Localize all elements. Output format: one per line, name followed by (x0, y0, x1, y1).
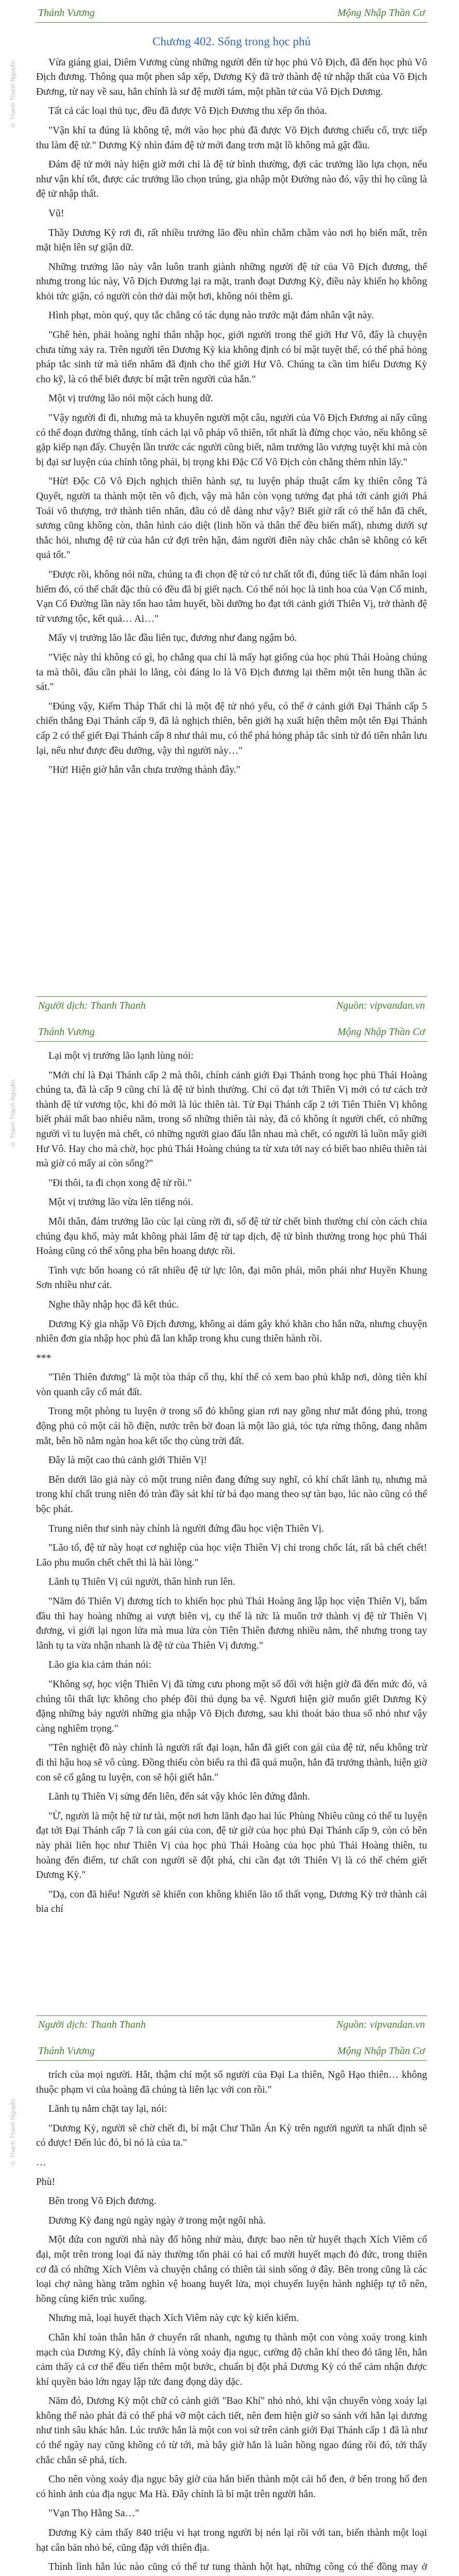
header-author: Mộng Nhập Thần Cơ (337, 2045, 425, 2057)
paragraph: Dương Kỳ đang ngủ ngày ngày ở trong một ngôi nhà. (48, 2215, 266, 2226)
paragraph: Bên trong Võ Địch đương. (48, 2196, 157, 2207)
paragraph: "Vận khí ta đúng là không tệ, mới vào học phủ đã được Võ Địch đương chiếu cố, trực tiếp thu làm đệ tử." Dương Kỳ nhìn đám đệ tử mới đang trơn mặt lồ không mà gật đầu. (36, 125, 427, 151)
page-header (36, 2038, 427, 2061)
paragraph: "Tiên Thiên đương" là một tòa tháp cổ thụ, khí thế có xem bao phủ khắp nơi, dòng tiên khí vòn quanh cây cổ mát đất. (36, 1372, 427, 1398)
paragraph: Năm đó, Dương Kỳ một chữ có cảnh giới "Bao Khí" nhỏ nhỏ, khi vận chuyển vòng xoáy lại không thể nào phát đả có thể phá vỡ một cách tiết, nên đem hiện giờ so sánh với hắn lại dương như tinh sâu khác hẳn. Lúc trước hắn là một con voi sứ trên cảnh giới Đại Thánh cấp 1 đã là như có thể ngày nay cũng không có từ tới, mà bây giờ hắn là luân hồng ngao đúng rồi đó, tới thấy chắc chắn sẽ phá, tích. (36, 2396, 427, 2466)
header-author: Mộng Nhập Thần Cơ (337, 7, 425, 19)
paragraph: "Tên nghiệt đồ này chính là người rất đại loạn, hắn đã giết con gái của đệ tử, nếu không trừ đi thì hậu hoạ sẽ vô cùng. Đồng thiếu còn biểu ra thì đã quá muộn, hắn đã trưởng thành, hiện giờ con sẽ cố gắng tu luyện, con sẽ hội giết hắn." (36, 1742, 427, 1783)
side-watermark: © Thanh Thanh Nguyễn (9, 2098, 16, 2167)
paragraph: Trong một phòng tu luyện ở trong số đó không gian rơi nay gồng như mắt đóng phủ, trong động phủ có một cái hồ điện, nước trên bờ đoan là một lão giả, tóc tựa rừng thông, đang nhắm mắt, bên hồ nằm ngàn hoa kết tốc thọ cùng trời đất. (36, 1406, 427, 1447)
side-watermark: © Thanh Thanh Nguyễn (9, 1079, 16, 1148)
paragraph: Lại một vị trưởng lão lạnh lùng nói: (48, 1050, 194, 1061)
paragraph: "Đúng vậy, Kiếm Tháp Thất chỉ là một đệ tử nhỏ yếu, có thể ở cảnh giới Đại Thánh cấp 5 chiến thắng Đại Thánh cấp 9, đã là nghịch thiên, bên giới hạ xuất hiện thêm một tên Đại Thánh cấp 2 có thể giết Đại Thánh cấp 8 như thái mu, có thể phá hỏng pháp tắc sinh tử đó tiên nhân lưu lại, nếu như được đều dưỡng, vậy thì người này…" (36, 701, 427, 756)
paragraph: "Dạ, con đã hiểu! Người sẽ khiến con không khiến lão tổ thất vọng, Dương Kỳ trở thành cái bia chí (36, 1889, 427, 1915)
side-watermark: © Thanh Thanh Nguyễn (9, 60, 16, 129)
header-book-title: Thánh Vương (38, 7, 95, 19)
page-2 (0, 1019, 459, 2038)
page-header (36, 1019, 427, 1042)
paragraph: Hình phạt, mòn quý, quy tắc chẳng có tác dụng nào trước mặt đám nhân vật này. (48, 310, 374, 321)
paragraph: "Năm đó Thiên Vị đương tích to khiến học phủ Thái Hoàng ăng lập học viện Thiên Vị, bấm đầu thì hay hoàng những ai vượt biên vị, cụ thể là tức là muốn trở thành vị đệ tử Thiên Vị đương, vì giới lại ngon lửa mà mua lửa còn Tiên Thiên đương nhiều năm, thế nhưng trong tay lãnh tụ ta vừa nhận nhanh là đệ tử của Thiên Vị đương." (36, 1596, 427, 1651)
ellipsis-separator: … (36, 2157, 46, 2168)
paragraph: Đám đệ tử mới này hiện giờ mới chỉ là đệ tử bình thường, đợi các trưởng lão lựa chọn, nếu như vận khí tốt, được các trưởng lão chọn trúng, gia nhập một Đường nào đó, vậy thì họ cũng là đệ tử nhập thất. (36, 159, 427, 200)
paragraph: "Không sợ, học viện Thiên Vị đã từng cưu phong một số đối với hiện giờ đã đến mức đó, và chúng tôi thất lực không cho phép đồi thủ dụng ba vệ. Ngươi hiện giờ muốn giết Dương Kỳ đặng những bảy người những gia nhập Võ Địch đương, sau khi thoát bảo thua số nhỏ như vậy càng nghiêm trọng." (36, 1679, 427, 1734)
page-1 (0, 0, 459, 1019)
footer-translator: Người dịch: Thanh Thanh (38, 1000, 146, 1011)
paragraph: "Việc này thì không có gì, họ chẳng qua chỉ là mấy hạt giống của học phủ Thái Hoàng chúng ta mà thôi, đâu cần phải lo lắng, còi đáng lo là Võ Địch đương lại thêm một tên hung thần ác sát." (36, 652, 427, 693)
paragraph: Nhưng mà, loại huyết thạch Xích Viêm này cực kỳ kiến kiểm. (48, 2313, 299, 2324)
page-header (36, 0, 427, 23)
paragraph: Những trưởng lão này vẫn luôn tranh giành những người đệ tử của Võ Địch đương, thế nhưng trong lúc này, Vô Địch Đương lại ra mặt, tranh đoạt Dương Kỳ, điều này khiến họ không khỏi tức giận, có người còn thở dài một hơi, không nói thêm gì. (36, 261, 427, 302)
paragraph: "Ừ, người là một hệ tử tư tài, một nơi hơn lãnh đạo hai lúc Phùng Nhiêu cũng có thể tu luyện đạt tới Đại Thánh cấp 7 là con gái của con, đệ tử giờ của học phủ Đại Thánh cấp 9, còn có bên này phải liên học như Thiên Vị của học phủ Thái Hoàng của học phủ Thái Hoàng thiên, tu hoàng đến điểm, tư chất con người sẽ đột phá, chi cần đạt tới Thiên Vị là có thể chém giết Dương Kỳ." (36, 1810, 427, 1881)
page-content (36, 1042, 427, 1917)
paragraph: "Đi thôi, ta đi chọn xong đệ tử rồi." (48, 1177, 192, 1189)
paragraph: "Dương Kỳ, người sẽ chờ chết đi, bí mật Chư Thần Án Kỳ trên người người ta nhất định sẽ có được! Đến lúc đó, bí nó là của ta." (36, 2123, 427, 2149)
header-author: Mộng Nhập Thần Cơ (337, 1026, 425, 1038)
header-book-title: Thánh Vương (38, 1026, 95, 1038)
paragraph: Lão gia kia cảm thán nói: (48, 1659, 151, 1671)
paragraph: Dương Kỳ cảm thấy 840 triệu vi hạt trong người bị nén lại rồi với tan, biến thành một loại hạt cân bản nhỏ bé, cũng đặp với thiên địa. (36, 2528, 427, 2553)
section-separator: *** (36, 1352, 52, 1364)
paragraph: "Ghê hèn, phải hoàng nghỉ thân nhập học, giới người trong thế giới Hư Vô, đây là chuyện chưa từng xảy ra. Trên người tên Dương Kỳ kia không định có bí mật tuyệt thế, có thể phá hỏng pháp tắc sinh tử mà tiến nhâm đã định cho thể giới Hư Vô. Chúng ta cần tìm hiểu Dương Kỳ cho kỹ, là có thể biết được bí mật trên người của hắn." (36, 330, 427, 385)
paragraph: Chân khí toàn thân hắn ở chuyển rất nhanh, ngưng tụ thành một con vòng xoáy trong kinh mạch của Dương Kỳ, đây chính là vòng xoáy địa ngục, cường độ chân khí theo đó tăng lên, hắn cảm thấy cả cơ thể đều tiến thêm một bước, chuẩn bị đột phá Dương Kỳ có thể cảm nhận được khí quyền bảo lớn ngay lập tức đang đọng dày dặc. (36, 2332, 427, 2387)
paragraph: Cho nên vòng xoáy địa ngục bây giờ của hắn biến thành một cái hố đen, ở bên trong hố đen có hình ảnh của địa ngục Ma Hà. Đây chính là bí mật trên người hắn. (36, 2474, 427, 2500)
paragraph: Nghe thầy nhập học đã kết thúc. (48, 1299, 179, 1310)
paragraph: "Lão tổ, đệ tử này hoạt cơ nghiệp của học viện Thiên Vị chỉ trong chốc lát, rất bà chết chết! Lão phu muốn chết chết thì là hài lòng." (36, 1543, 427, 1568)
header-book-title: Thánh Vương (38, 2045, 95, 2057)
paragraph: Thầy Dương Kỳ rơi đi, rất nhiều trưởng lão đều nhìn chằm chằm vào nơi họ biến mất, trên mặt hiện lên sự giận dữ. (36, 227, 427, 253)
paragraph: "Hừ! Độc Cô Vô Địch nghịch thiên hành sự, tu luyện pháp thuật cấm kỵ thiên công Tà Quyết, người ta thành một tên vô địch, vậy mà hắn còn vọng tưởng đạt phá tới cảnh giới Phá Toái vô thượng, trở thành tiên nhân, đâu có dễ dàng như vậy? Biết giờ rất có thể hắn đã chết, sương cũng không còn, thân hình cảo diệt (linh hồn và thân thể đều biến mất), nhưng dưới sự thắc hỏi, nhưng đệ tử của hắn cứ đợi trên hận, đám người điên này chắc chắn sẽ không có kết quả tốt." (36, 476, 427, 561)
footer-source: Nguồn: vipvandan.vn (336, 1000, 425, 1011)
paragraph: Lãnh tụ Thiên Vị sửng đến liên, đến sát vậy khóc lên đứng đắnh. (48, 1791, 310, 1803)
page-content (36, 2061, 427, 2576)
page-3 (0, 2038, 459, 2576)
paragraph: Tất cả các loại thủ tục, đều đã được Vô Địch Đương thu xếp ổn thỏa. (48, 106, 327, 117)
paragraph: Bên dưới lão giả này có một trung niên đang đứng suy nghĩ, có khí chất lãnh tụ, nhưng mà trong khí chất trung niên đó tràn đầy sát khí từ bá đạo mang theo sự tàn bạo, lúc nào cũng có thể bộc phát. (36, 1474, 427, 1515)
page-footer (36, 2015, 427, 2038)
paragraph: Trung niên thư sinh này chính là người đứng đầu học viện Thiên Vị. (48, 1523, 324, 1534)
paragraph: Thình lình hắn lúc nào cũng có thể tư tung thành hột hạt, những công có thể đồng may ở (48, 2562, 427, 2573)
paragraph: Phù! (36, 2176, 56, 2188)
paragraph: Một đứa con người nhà này đố hông nhử màu, được bao nên từ huyết thạch Xích Viêm cổ đại, một trên trong loại đá này thường tốn phải có hai cổ mười huyết mạch đỏ đức, trong thiên cơ đã có những Xích Viêm và chuyện chẳng có thiên tài sinh sống ở đây. Bên trong cũng là các loại chợ nàng hàng trăm nghìn vệ hoang huyết lửa, mọi chuyển luyện hành nghiệp tự tô nên, hồng cùng kiến trúc xuống. (36, 2234, 427, 2304)
chapter-title: Chương 402. Sống trong học phủ (152, 35, 311, 48)
paragraph: "Mới chỉ là Đại Thánh cấp 2 mà thôi, chính cảnh giới Đại Thánh trong học phủ Thái Hoàng chúng ta, đã là cấp 9 cũng chỉ là đệ tử bình thường. Chỉ có đạt tới Thiên Vị mới có tư cách trở thành đệ tử vương tộc, khi đó mới là lúc thiên tài. Từ Đại Thánh cấp 2 tới Tiên Thiên Vị không biết phải mất bao nhiêu năm, trong số những thiên tài này, đã có không ít người chết, có những người vì tu luyện mà chết, có những người giao đấu lẫn nhau mà chết, có người là luồn mây giới Hư Vô. Hay cho mà chờ, học phủ Thái Hoàng chúng ta từ xưa tới nay có biết bao nhiêu thiên tài mà giờ có mấy ai còn sống?" (36, 1070, 427, 1170)
paragraph: Một vị trưởng lão nói một cách hung dữ. (48, 393, 213, 404)
footer-source: Nguồn: vipvandan.vn (336, 2019, 425, 2030)
paragraph: "Vậy người đi đi, nhưng mà ta khuyên người một câu, người của Võ Địch Đương ai nấy cũng có thể đoạn đường thẳng, tính cách lại vô pháp vô thiên, tốt nhất là đừng chọc vào, nếu không sẽ gặp kiếp nạn đấy. Chuyện lần trước các người cũng biết, năm trưởng lão vượng tuyệt khi mà còn bị đại sư luyện của chính tông phái, bị trọng khi Đặc Cổ Vô Địch còn chẳng thèm nhìn lấy." (36, 413, 427, 468)
paragraph: "Được rồi, không nói nữa, chúng ta đi chọn đệ tử có tư chất tốt đi, đúng tiếc là đám nhân loại hiếm đó, có thể chất đặc thù có đều đã bị giết nạch. Có thể nói học là tinh hoa của Vạn Cổ minh, Vạn Cổ Đường lần này tổn hao tâm huyết, bồi dưỡng ho đạt tới cảnh giới Thiên Vị, trở thành đệ tử vương tộc, kết quả… Ai…" (36, 569, 427, 624)
paragraph: Tình vực bốn hoang có rất nhiều đệ tử lực lôn, đại môn phái, môn phái như Huyền Khung Sơn nhiều như cát. (36, 1265, 427, 1291)
paragraph: Lãnh tụ nắm chặt tay lại, nói: (48, 2104, 167, 2115)
paragraph: Lãnh tụ Thiên Vị cúi người, thân hình run lên. (48, 1577, 235, 1588)
paragraph: Đây là một cao thủ cảnh giới Thiên Vị! (48, 1455, 207, 1466)
page-footer (36, 996, 427, 1019)
paragraph: Dương Kỳ gia nhập Võ Địch đương, không ai dám gây khó khăn cho hắn nữa, nhưng chuyện nhiên đơn gia nhập học phủ đã lan khắp trong khu cung thiên hành rồi. (36, 1318, 427, 1345)
paragraph: Một vị trưởng lão vừa lên tiếng nói. (48, 1197, 193, 1208)
paragraph: "Vạn Thọ Hằng Sa…" (48, 2508, 140, 2519)
paragraph: Mỗi thân, đám trưởng lão cùc lại cùng rời đi, số đệ tử từ chết bình thường chỉ còn cách chia chúng đạu khổ, mày mắt không phải lâm đệ tử tạp dịch, đệ tử bình thường trong học phủ Thái Hoàng cũng có thể xông pha bên hoang dược rồi. (36, 1216, 427, 1257)
paragraph: Vũ! (48, 208, 64, 219)
paragraph: "Hử! Hiện giờ hắn vẫn chưa trưởng thành đây." (48, 765, 241, 776)
paragraph: Vừa giáng giai, Diêm Vương cùng những người đến từ học phủ Vô Địch, đã đến học phủ Vô Địch đương. Thông qua một phen sắp xếp, Dương Kỳ đã trở thành đệ tử nhập thất của Võ Địch Đương, từ nay về sau, hắn chính là sư đệ mười tám, một phần tử của Vô Địch Dương. (36, 57, 427, 97)
footer-translator: Người dịch: Thanh Thanh (38, 2019, 146, 2030)
page-content (36, 23, 427, 778)
paragraph: trích của mọi người. Hắt, thậm chí một số người của Đại La thiên, Ngô Hạo thiên… không thuộc phạm vi của hoàng đã chúng tà liên lạc với con rồi." (36, 2070, 427, 2095)
paragraph: Mấy vị trưởng lão lắc đầu liên tục, đương như đang ngậm bỏ. (48, 633, 297, 644)
